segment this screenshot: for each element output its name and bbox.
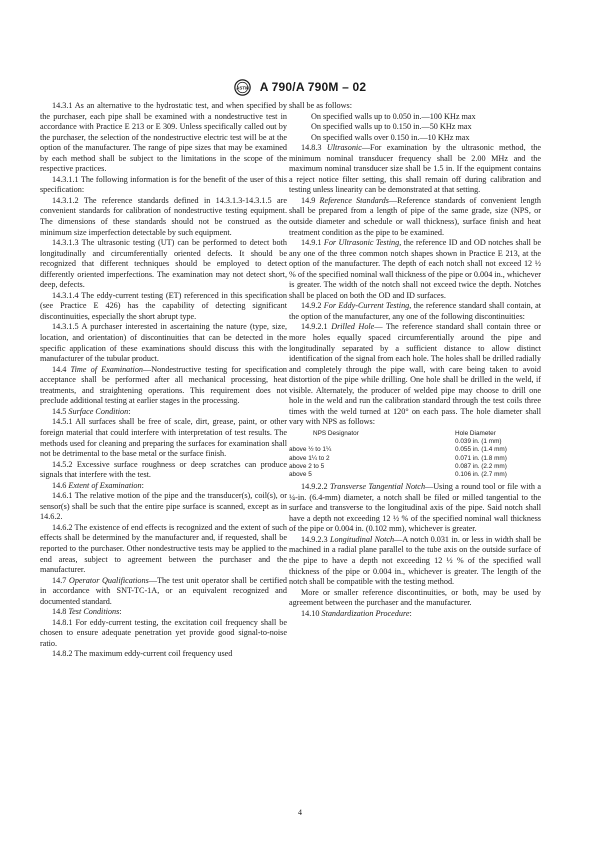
table-row [289, 471, 541, 479]
para-14-8-3 [289, 143, 541, 196]
heading-14-6 [40, 481, 287, 492]
para-title: For Eddy-Current Testing [323, 301, 410, 311]
para-title: Extent of Examination [68, 480, 142, 490]
para-14-3-1-4: 14.3.1.4 The eddy-current testing (ET) referenced in this specification (see Practice E 426) has the capability of detecting significant discontinuities, especially the short abrupt type. [40, 290, 287, 321]
para-num: 14.9.2 [301, 301, 322, 311]
para-num: 14.5 [52, 406, 67, 416]
para-14-3-1-1: 14.3.1.1 The following information is for the benefit of the user of this specification: [40, 174, 287, 195]
para-title: Surface Condition [68, 406, 129, 416]
para-14-8-2: 14.8.2 The maximum eddy-current coil frequency used [52, 649, 233, 659]
cell-hole-diameter: 0.087 in. (2.2 mm) [455, 462, 507, 470]
cell-hole-diameter: 0.039 in. (1 mm) [455, 438, 502, 446]
para-text: —For examination by the ultrasonic method, the minimum nominal transducer frequency shall be 2.00 MHz and the maximum nominal transducer size shall be 1.5 in. If the equipment contains a reject notice filter setting, this shall remain off during calibration and testing unless linearity can be demonstrated at that setting. [289, 143, 541, 195]
para-14-9-2-1 [289, 322, 541, 427]
para-num: 14.8.3 [301, 143, 322, 153]
para-title: For Ultrasonic Testing [323, 238, 400, 248]
para-tail: : [141, 480, 144, 490]
astm-logo-icon [234, 79, 251, 96]
hole-diameter-table [289, 430, 541, 479]
para-more-discontinuities: More or smaller reference discontinuities, or both, may be used by agreement between the purchaser and the manufacturer. [289, 587, 541, 608]
left-column [40, 101, 287, 660]
para-num: 14.9.1 [301, 238, 322, 248]
para-14-5-1: 14.5.1 All surfaces shall be free of scale, dirt, grease, paint, or other foreign material that could interfere with interpretation of test results. The methods used for cleaning and preparing the surfaces for examination shall not be detrimental to the base metal or the surface finish. [40, 417, 287, 459]
para-14-7 [40, 576, 287, 608]
para-num: 14.9.2.3 [301, 534, 328, 544]
para-text: , the reference standard shall contain, at the option of the manufacturer, any one of the following discontinuities: [289, 301, 541, 321]
para-num: 14.4 [52, 364, 67, 374]
para-14-9 [289, 196, 541, 238]
cell-nps: above 1¼ to 2 [289, 454, 330, 462]
cell-hole-diameter: 0.055 in. (1.4 mm) [455, 446, 507, 454]
para-text: —A notch 0.031 in. or less in width shall be machined in a radial plane parallel to the tube axis on the outside surface of the pipe to have a depth not exceeding 12 ½ % of the specified wall thickness of the pipe or 0.004 in., whichever is greater. The length of the notch shall be compatible with the testing method. [289, 534, 541, 587]
page-header [0, 78, 600, 98]
table-row [289, 446, 541, 454]
para-title: Ultrasonic [326, 143, 362, 153]
para-14-8-2-continued: shall be as follows: [289, 101, 352, 110]
para-title: Standardization Procedure [321, 608, 410, 618]
para-14-9-2 [289, 301, 541, 322]
para-title: Longitudinal Notch [329, 534, 395, 544]
para-tail: : [409, 608, 412, 618]
para-14-9-2-2 [289, 482, 541, 535]
para-num: 14.9.2.1 [301, 322, 328, 332]
page-number: 4 [298, 808, 302, 817]
column-header-hole-diameter: Hole Diameter [455, 429, 496, 437]
column-header-nps: NPS Designator [313, 429, 359, 437]
para-tail: : [128, 406, 131, 416]
para-14-6-2: 14.6.2 The existence of end effects is recognized and the extent of such effects shall be determined by the manufacturer and, if requested, shall be reported to the purchaser. Other nondestructive tests may be applied to the end areas, subject to agreement between the purchaser and the manufacturer. [40, 522, 287, 575]
para-num: 14.10 [301, 608, 320, 618]
para-text: —Nondestructive testing for specification acceptance shall be performed after all mechanical processing, heat treatments, and straightening operations. This requirement does not preclude additional testing at earlier stages in the processing. [40, 364, 288, 406]
para-14-5-2: 14.5.2 Excessive surface roughness or deep scratches can produce signals that interfere with the test. [40, 459, 287, 480]
para-14-3-1: 14.3.1 As an alternative to the hydrostatic test, and when specified by the purchaser, each pipe shall be examined with a nondestructive test in accordance with Practice E 213 or E 309. Unless specifically called out by the purchaser, the selection of the nondestructive electric test will be at the option of the manufacturer. The range of pipe sizes that may be examined by each method shall be subject to the limitations in the scope of the respective practices. [40, 101, 287, 174]
freq-line: On specified walls up to 0.050 in.—100 KHz max [311, 111, 476, 121]
heading-14-8 [40, 607, 287, 618]
para-text: —The test unit operator shall be certified in accordance with SNT-TC-1A, or an equivalent recognized and documented standard. [40, 575, 288, 606]
para-14-6-1: 14.6.1 The relative motion of the pipe and the transducer(s), coil(s), or sensor(s) shall be such that the entire pipe surface is scanned, except as in 14.6.2. [40, 491, 287, 522]
para-14-4 [40, 365, 287, 407]
freq-line: On specified walls over 0.150 in.—10 KHz max [311, 132, 470, 142]
para-text: —Using a round tool or file with a ¼-in. (6.4-mm) diameter, a notch shall be filed or milled tangential to the surface and transverse to the longitudinal axis of the pipe. Said notch shall have a depth not exceeding 12 ½ % of the specified nominal wall thickness of the pipe or 0.004 in. (0.102 mm), whichever is greater. [289, 482, 541, 534]
document-designation: A 790/A 790M – 02 [259, 80, 367, 95]
heading-14-10 [289, 609, 541, 620]
para-14-9-1 [289, 238, 541, 301]
cell-nps: above 5 [289, 470, 312, 478]
para-num: 14.6 [52, 480, 67, 490]
table-row [289, 455, 541, 463]
para-title: Drilled Hole [331, 322, 375, 332]
cell-nps: above 2 to 5 [289, 462, 325, 470]
para-num: 14.7 [52, 575, 67, 585]
para-text: —Reference standards of convenient length shall be prepared from a length of pipe of the same grade, size (NPS, or outside diameter and schedule or wall thickness), surface finish and heat treatment condition as the pipe to be examined. [289, 195, 541, 237]
para-text: — The reference standard shall contain three or more holes equally spaced circumferentially around the pipe and longitudinally separated by a sufficient distance to allow distinct identification of the signal from each hole. The holes shall be drilled radially and completely through the pipe wall, with care being taken to avoid distortion of the pipe while drilling. One hole shall be drilled in the weld, if visible. Alternately, the producer of welded pipe may choose to drill one hole in the weld and run the calibration standard through the test coils three times with the weld turned at 120° on each pass. The hole diameter shall vary with NPS as follows: [289, 322, 541, 427]
cell-nps: above ½ to 1¼ [289, 446, 332, 454]
para-14-3-1-3: 14.3.1.3 The ultrasonic testing (UT) can be performed to detect both longitudinally and circumferentially oriented defects. It should be recognized that different techniques should be employed to detect differently oriented imperfections. The examination may not detect short, deep, defects. [40, 238, 287, 290]
para-14-3-1-5: 14.3.1.5 A purchaser interested in ascertaining the nature (type, size, location, and orientation) of discontinuities that can be detected in the specific application of these examinations should discuss this with the manufacturer of the tubular product. [40, 322, 287, 364]
para-num: 14.9 [301, 195, 316, 205]
para-num: 14.9.2.2 [301, 482, 328, 492]
para-14-8-1: 14.8.1 For eddy-current testing, the excitation coil frequency shall be chosen to ensure adequate penetration yet provide good signal-to-noise ratio. [40, 617, 287, 648]
freq-line: On specified walls up to 0.150 in.—50 KHz max [311, 122, 472, 132]
para-title: Operator Qualifications [68, 575, 149, 585]
para-title: Test Conditions [68, 607, 120, 617]
para-14-9-2-3 [289, 535, 541, 588]
para-title: Transverse Tangential Notch [330, 482, 426, 492]
right-column [289, 101, 541, 619]
para-title: Time of Examination [70, 364, 144, 374]
para-num: 14.8 [52, 607, 67, 617]
para-tail: : [119, 607, 122, 617]
heading-14-5 [40, 407, 287, 418]
cell-hole-diameter: 0.071 in. (1.8 mm) [455, 454, 507, 462]
para-14-3-1-2: 14.3.1.2 The reference standards defined in 14.3.1.3-14.3.1.5 are convenient standards for calibration of nondestructive testing equipment. The dimensions of these standards should not be construed as the minimum size imperfection detectable by such equipment. [40, 195, 287, 237]
table-header-row [289, 430, 541, 438]
svg-text:ASTM: ASTM [235, 85, 249, 91]
table-row [289, 463, 541, 471]
para-title: Reference Standards [319, 195, 389, 205]
cell-hole-diameter: 0.106 in. (2.7 mm) [455, 470, 507, 478]
para-text: , the reference ID and OD notches shall be any one of the three common notch shapes shown in Practice E 213, at the option of the manufacturer. The depth of each notch shall not exceed 12 ½ % of the specified nominal wall thickness of the pipe or 0.004 in., whichever is greater. The width of the notch shall not exceed twice the depth. Notches shall be placed on both the OD and ID surfaces. [289, 238, 542, 300]
